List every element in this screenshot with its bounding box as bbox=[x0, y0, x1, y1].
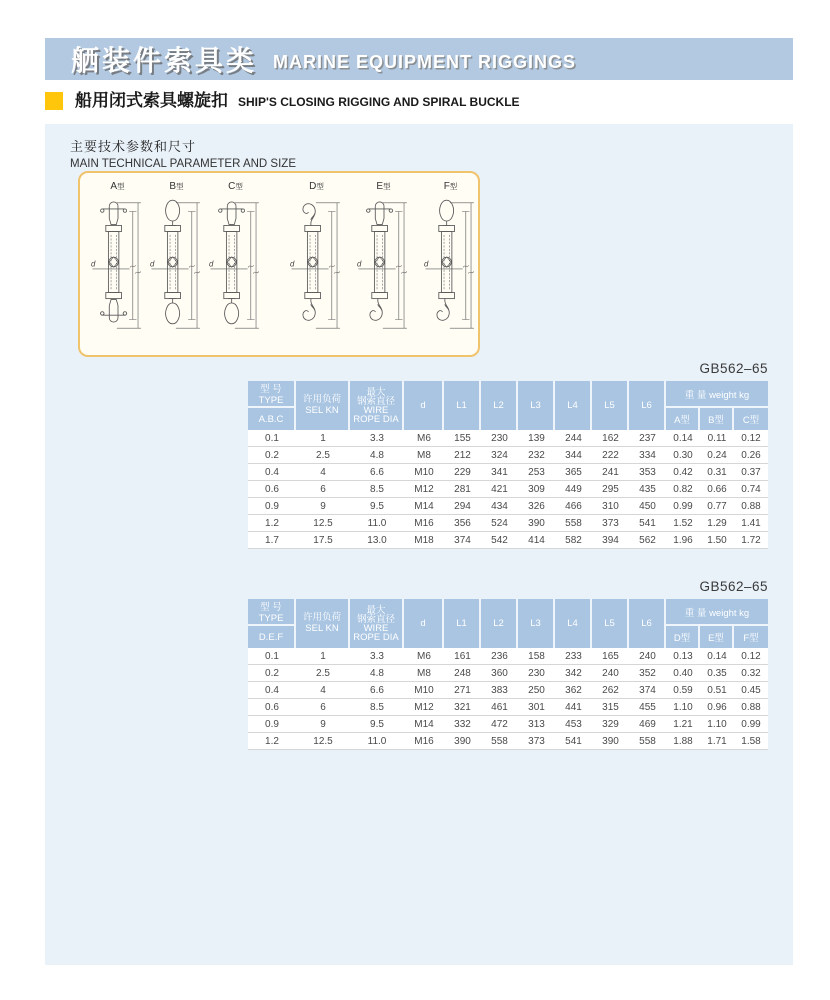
table-cell: 383 bbox=[481, 682, 518, 699]
standard-number-table1: GB562–65 bbox=[699, 361, 768, 376]
table-cell: 0.45 bbox=[734, 682, 768, 699]
table-cell: M18 bbox=[404, 532, 444, 549]
table-cell: 329 bbox=[592, 716, 629, 733]
table-cell: 262 bbox=[592, 682, 629, 699]
table-cell: 9 bbox=[296, 716, 350, 733]
table-cell: 344 bbox=[555, 447, 592, 464]
col-header-l4: L4 bbox=[555, 599, 592, 648]
table-cell: 17.5 bbox=[296, 532, 350, 549]
table-cell: 342 bbox=[555, 665, 592, 682]
table-cell: 0.9 bbox=[248, 498, 296, 515]
turnbuckle-drawing-f bbox=[424, 192, 478, 339]
col-header-weight: 重 量 weight kg bbox=[666, 381, 768, 408]
table-cell: 1.50 bbox=[700, 532, 734, 549]
table-cell: 0.13 bbox=[666, 648, 700, 665]
col-header-type-sub: D.E.F bbox=[248, 626, 296, 648]
table-cell: M10 bbox=[404, 464, 444, 481]
section-heading bbox=[45, 91, 520, 110]
table-cell: 0.9 bbox=[248, 716, 296, 733]
table-cell: 0.6 bbox=[248, 481, 296, 498]
table-cell: 237 bbox=[629, 430, 666, 447]
page-header-banner bbox=[45, 38, 793, 80]
table-cell: 162 bbox=[592, 430, 629, 447]
table-cell: 315 bbox=[592, 699, 629, 716]
section-title-chinese: 船用闭式索具螺旋扣 bbox=[75, 91, 228, 110]
table-cell: 450 bbox=[629, 498, 666, 515]
table-cell: 11.0 bbox=[350, 515, 404, 532]
table-cell: 9.5 bbox=[350, 498, 404, 515]
turnbuckle-drawing-b bbox=[150, 192, 204, 339]
table-cell: 139 bbox=[518, 430, 555, 447]
table-cell: 6.6 bbox=[350, 464, 404, 481]
table-cell: 542 bbox=[481, 532, 518, 549]
table-cell: 222 bbox=[592, 447, 629, 464]
table-cell: 240 bbox=[592, 665, 629, 682]
table-cell: 562 bbox=[629, 532, 666, 549]
table-cell: 390 bbox=[444, 733, 481, 750]
table-cell: 0.4 bbox=[248, 682, 296, 699]
col-header-weight-a: A型 bbox=[666, 408, 700, 430]
table-cell: 0.88 bbox=[734, 498, 768, 515]
table-cell: 0.77 bbox=[700, 498, 734, 515]
svg-text:d: d bbox=[289, 259, 294, 269]
col-header-type: 型 号 TYPE bbox=[248, 381, 296, 408]
table-cell: 455 bbox=[629, 699, 666, 716]
table-cell: 390 bbox=[592, 733, 629, 750]
table-row bbox=[248, 648, 768, 665]
col-header-l5: L5 bbox=[592, 381, 629, 430]
col-header-wire-dia: 最大 钢索直径 WIRE ROPE DIA bbox=[350, 381, 404, 430]
table-cell: 241 bbox=[592, 464, 629, 481]
table-cell: 309 bbox=[518, 481, 555, 498]
page-title-english: MARINE EQUIPMENT RIGGINGS bbox=[273, 51, 577, 72]
table-row bbox=[248, 430, 768, 447]
table-cell: 0.37 bbox=[734, 464, 768, 481]
table-cell: 472 bbox=[481, 716, 518, 733]
col-header-l5: L5 bbox=[592, 599, 629, 648]
col-header-l6: L6 bbox=[629, 381, 666, 430]
col-header-l2: L2 bbox=[481, 381, 518, 430]
diagram-type-c bbox=[208, 181, 263, 339]
table-cell: 310 bbox=[592, 498, 629, 515]
table-cell: 2.5 bbox=[296, 447, 350, 464]
table-cell: M8 bbox=[404, 447, 444, 464]
table-cell: 434 bbox=[481, 498, 518, 515]
col-header-l2: L2 bbox=[481, 599, 518, 648]
table-cell: 229 bbox=[444, 464, 481, 481]
table-cell: 294 bbox=[444, 498, 481, 515]
table-row bbox=[248, 481, 768, 498]
diagram-type-a bbox=[90, 181, 145, 339]
table-cell: 271 bbox=[444, 682, 481, 699]
table-cell: 326 bbox=[518, 498, 555, 515]
table-cell: 365 bbox=[555, 464, 592, 481]
table-cell: 558 bbox=[555, 515, 592, 532]
table-row bbox=[248, 532, 768, 549]
table-cell: 0.12 bbox=[734, 430, 768, 447]
table-cell: 313 bbox=[518, 716, 555, 733]
col-header-wire-dia: 最大 钢索直径 WIRE ROPE DIA bbox=[350, 599, 404, 648]
table-cell: 1.2 bbox=[248, 515, 296, 532]
table-cell: 374 bbox=[444, 532, 481, 549]
table-cell: 240 bbox=[629, 648, 666, 665]
table-cell: 11.0 bbox=[350, 733, 404, 750]
turnbuckle-drawing-c bbox=[209, 192, 263, 339]
col-header-weight-f: F型 bbox=[734, 626, 768, 648]
svg-text:d: d bbox=[208, 259, 213, 269]
yellow-square-bullet-icon bbox=[45, 92, 63, 110]
turnbuckle-drawing-e bbox=[357, 192, 411, 339]
table-cell: 0.74 bbox=[734, 481, 768, 498]
section-title-english: SHIP'S CLOSING RIGGING AND SPIRAL BUCKLE bbox=[238, 95, 520, 109]
page-title-chinese: 舾装件索具类 bbox=[71, 45, 258, 76]
spec-table-abc bbox=[248, 381, 768, 549]
col-header-l4: L4 bbox=[555, 381, 592, 430]
table-cell: 435 bbox=[629, 481, 666, 498]
table-cell: 0.4 bbox=[248, 464, 296, 481]
table-cell: 1.21 bbox=[666, 716, 700, 733]
table-row bbox=[248, 699, 768, 716]
table-cell: 414 bbox=[518, 532, 555, 549]
table-cell: 9 bbox=[296, 498, 350, 515]
standard-number-table2: GB562–65 bbox=[699, 579, 768, 594]
svg-text:d: d bbox=[356, 259, 361, 269]
turnbuckle-diagram-box bbox=[78, 171, 480, 357]
table-cell: 324 bbox=[481, 447, 518, 464]
table-cell: 390 bbox=[518, 515, 555, 532]
table-cell: 356 bbox=[444, 515, 481, 532]
table-cell: 236 bbox=[481, 648, 518, 665]
table-cell: M14 bbox=[404, 498, 444, 515]
table-cell: 0.14 bbox=[700, 648, 734, 665]
table-cell: 524 bbox=[481, 515, 518, 532]
table-cell: 0.1 bbox=[248, 648, 296, 665]
table-cell: 233 bbox=[555, 648, 592, 665]
table-cell: 0.14 bbox=[666, 430, 700, 447]
table-cell: 0.35 bbox=[700, 665, 734, 682]
table-cell: 253 bbox=[518, 464, 555, 481]
table-cell: 374 bbox=[629, 682, 666, 699]
table-cell: 1.41 bbox=[734, 515, 768, 532]
table-cell: 0.32 bbox=[734, 665, 768, 682]
table-cell: 0.66 bbox=[700, 481, 734, 498]
col-header-weight-d: D型 bbox=[666, 626, 700, 648]
diagram-type-b bbox=[149, 181, 204, 339]
table-cell: 449 bbox=[555, 481, 592, 498]
spec-table-def bbox=[248, 599, 768, 750]
table-cell: 0.51 bbox=[700, 682, 734, 699]
table-cell: 3.3 bbox=[350, 648, 404, 665]
table-cell: 4.8 bbox=[350, 447, 404, 464]
parameter-subheading bbox=[70, 136, 296, 170]
table-cell: 212 bbox=[444, 447, 481, 464]
table-cell: 0.88 bbox=[734, 699, 768, 716]
table-cell: 248 bbox=[444, 665, 481, 682]
table-cell: 582 bbox=[555, 532, 592, 549]
col-header-d: d bbox=[404, 381, 444, 430]
table-row bbox=[248, 716, 768, 733]
table-cell: 341 bbox=[481, 464, 518, 481]
table-cell: 373 bbox=[518, 733, 555, 750]
table-cell: 301 bbox=[518, 699, 555, 716]
table-cell: 558 bbox=[629, 733, 666, 750]
diagram-label: E型 bbox=[376, 181, 391, 192]
table-cell: 0.1 bbox=[248, 430, 296, 447]
table-cell: 469 bbox=[629, 716, 666, 733]
col-header-weight-c: C型 bbox=[734, 408, 768, 430]
table-cell: 541 bbox=[555, 733, 592, 750]
table-cell: 0.99 bbox=[734, 716, 768, 733]
table-cell: 9.5 bbox=[350, 716, 404, 733]
table-cell: 4 bbox=[296, 682, 350, 699]
table-cell: 4.8 bbox=[350, 665, 404, 682]
table-cell: 0.59 bbox=[666, 682, 700, 699]
table-row bbox=[248, 464, 768, 481]
table-cell: 155 bbox=[444, 430, 481, 447]
diagram-type-f bbox=[423, 181, 478, 339]
table-cell: 1.29 bbox=[700, 515, 734, 532]
table-row bbox=[248, 447, 768, 464]
table-cell: M6 bbox=[404, 648, 444, 665]
table-cell: 230 bbox=[518, 665, 555, 682]
diagram-label: D型 bbox=[309, 181, 324, 192]
table-cell: 0.2 bbox=[248, 447, 296, 464]
table-cell: 232 bbox=[518, 447, 555, 464]
turnbuckle-drawing-d bbox=[290, 192, 344, 339]
table-cell: 0.6 bbox=[248, 699, 296, 716]
table-cell: 362 bbox=[555, 682, 592, 699]
table-cell: 541 bbox=[629, 515, 666, 532]
table-cell: 13.0 bbox=[350, 532, 404, 549]
table-cell: M12 bbox=[404, 481, 444, 498]
table-cell: 0.24 bbox=[700, 447, 734, 464]
table-cell: 466 bbox=[555, 498, 592, 515]
table-cell: 0.2 bbox=[248, 665, 296, 682]
col-header-weight-b: B型 bbox=[700, 408, 734, 430]
table-cell: 230 bbox=[481, 430, 518, 447]
table-cell: 1.71 bbox=[700, 733, 734, 750]
table-row bbox=[248, 733, 768, 750]
table-cell: 332 bbox=[444, 716, 481, 733]
parameter-title-chinese: 主要技术参数和尺寸 bbox=[70, 139, 197, 154]
table-cell: 558 bbox=[481, 733, 518, 750]
diagram-label: F型 bbox=[443, 181, 458, 192]
table-cell: 321 bbox=[444, 699, 481, 716]
table-cell: M8 bbox=[404, 665, 444, 682]
table-cell: 394 bbox=[592, 532, 629, 549]
table-cell: M6 bbox=[404, 430, 444, 447]
table-cell: 360 bbox=[481, 665, 518, 682]
col-header-l3: L3 bbox=[518, 599, 555, 648]
svg-text:d: d bbox=[90, 259, 95, 269]
table-cell: 244 bbox=[555, 430, 592, 447]
col-header-type-sub: A.B.C bbox=[248, 408, 296, 430]
diagram-label: A型 bbox=[110, 181, 125, 192]
table-cell: 3.3 bbox=[350, 430, 404, 447]
table-row bbox=[248, 498, 768, 515]
table-cell: 0.30 bbox=[666, 447, 700, 464]
table-cell: 6.6 bbox=[350, 682, 404, 699]
table-cell: 8.5 bbox=[350, 699, 404, 716]
table-cell: 158 bbox=[518, 648, 555, 665]
table-row bbox=[248, 682, 768, 699]
table-cell: M14 bbox=[404, 716, 444, 733]
table-cell: 295 bbox=[592, 481, 629, 498]
table-cell: 6 bbox=[296, 481, 350, 498]
table-cell: 2.5 bbox=[296, 665, 350, 682]
table-cell: 4 bbox=[296, 464, 350, 481]
table-cell: 421 bbox=[481, 481, 518, 498]
table-cell: 353 bbox=[629, 464, 666, 481]
table-cell: 0.26 bbox=[734, 447, 768, 464]
table-cell: M16 bbox=[404, 733, 444, 750]
table-cell: 1.2 bbox=[248, 733, 296, 750]
table-cell: M16 bbox=[404, 515, 444, 532]
col-header-d: d bbox=[404, 599, 444, 648]
table-cell: 0.31 bbox=[700, 464, 734, 481]
col-header-weight-e: E型 bbox=[700, 626, 734, 648]
svg-text:d: d bbox=[423, 259, 428, 269]
table-cell: 1.58 bbox=[734, 733, 768, 750]
col-header-load: 许用负荷 SEL KN bbox=[296, 381, 350, 430]
table-cell: 12.5 bbox=[296, 733, 350, 750]
col-header-type: 型 号 TYPE bbox=[248, 599, 296, 626]
table-cell: 453 bbox=[555, 716, 592, 733]
table-row bbox=[248, 515, 768, 532]
table-cell: 1.52 bbox=[666, 515, 700, 532]
table-cell: 0.96 bbox=[700, 699, 734, 716]
table-cell: 1.88 bbox=[666, 733, 700, 750]
diagram-label: C型 bbox=[228, 181, 243, 192]
table-cell: M12 bbox=[404, 699, 444, 716]
table-cell: 0.40 bbox=[666, 665, 700, 682]
table-cell: 352 bbox=[629, 665, 666, 682]
col-header-l1: L1 bbox=[444, 599, 481, 648]
table-cell: 373 bbox=[592, 515, 629, 532]
diagram-type-d bbox=[289, 181, 344, 339]
table-cell: 0.82 bbox=[666, 481, 700, 498]
table-cell: 1.10 bbox=[666, 699, 700, 716]
table-cell: M10 bbox=[404, 682, 444, 699]
table-cell: 0.11 bbox=[700, 430, 734, 447]
table-cell: 165 bbox=[592, 648, 629, 665]
table-cell: 250 bbox=[518, 682, 555, 699]
table-cell: 1.96 bbox=[666, 532, 700, 549]
table-cell: 0.42 bbox=[666, 464, 700, 481]
col-header-l6: L6 bbox=[629, 599, 666, 648]
parameter-title-english: MAIN TECHNICAL PARAMETER AND SIZE bbox=[70, 158, 296, 170]
diagram-type-e bbox=[356, 181, 411, 339]
col-header-l3: L3 bbox=[518, 381, 555, 430]
table-cell: 461 bbox=[481, 699, 518, 716]
table-cell: 1.7 bbox=[248, 532, 296, 549]
table-cell: 161 bbox=[444, 648, 481, 665]
content-panel bbox=[45, 124, 793, 965]
table-cell: 12.5 bbox=[296, 515, 350, 532]
table-cell: 1.10 bbox=[700, 716, 734, 733]
table-cell: 0.12 bbox=[734, 648, 768, 665]
turnbuckle-drawing-a bbox=[91, 192, 145, 339]
table-cell: 281 bbox=[444, 481, 481, 498]
table-cell: 6 bbox=[296, 699, 350, 716]
table-cell: 334 bbox=[629, 447, 666, 464]
table-cell: 1 bbox=[296, 648, 350, 665]
table-cell: 0.99 bbox=[666, 498, 700, 515]
col-header-load: 许用负荷 SEL KN bbox=[296, 599, 350, 648]
col-header-l1: L1 bbox=[444, 381, 481, 430]
col-header-weight: 重 量 weight kg bbox=[666, 599, 768, 626]
table-cell: 441 bbox=[555, 699, 592, 716]
diagram-label: B型 bbox=[169, 181, 184, 192]
table-cell: 1.72 bbox=[734, 532, 768, 549]
svg-text:d: d bbox=[149, 259, 154, 269]
table-row bbox=[248, 665, 768, 682]
table-cell: 8.5 bbox=[350, 481, 404, 498]
table-cell: 1 bbox=[296, 430, 350, 447]
